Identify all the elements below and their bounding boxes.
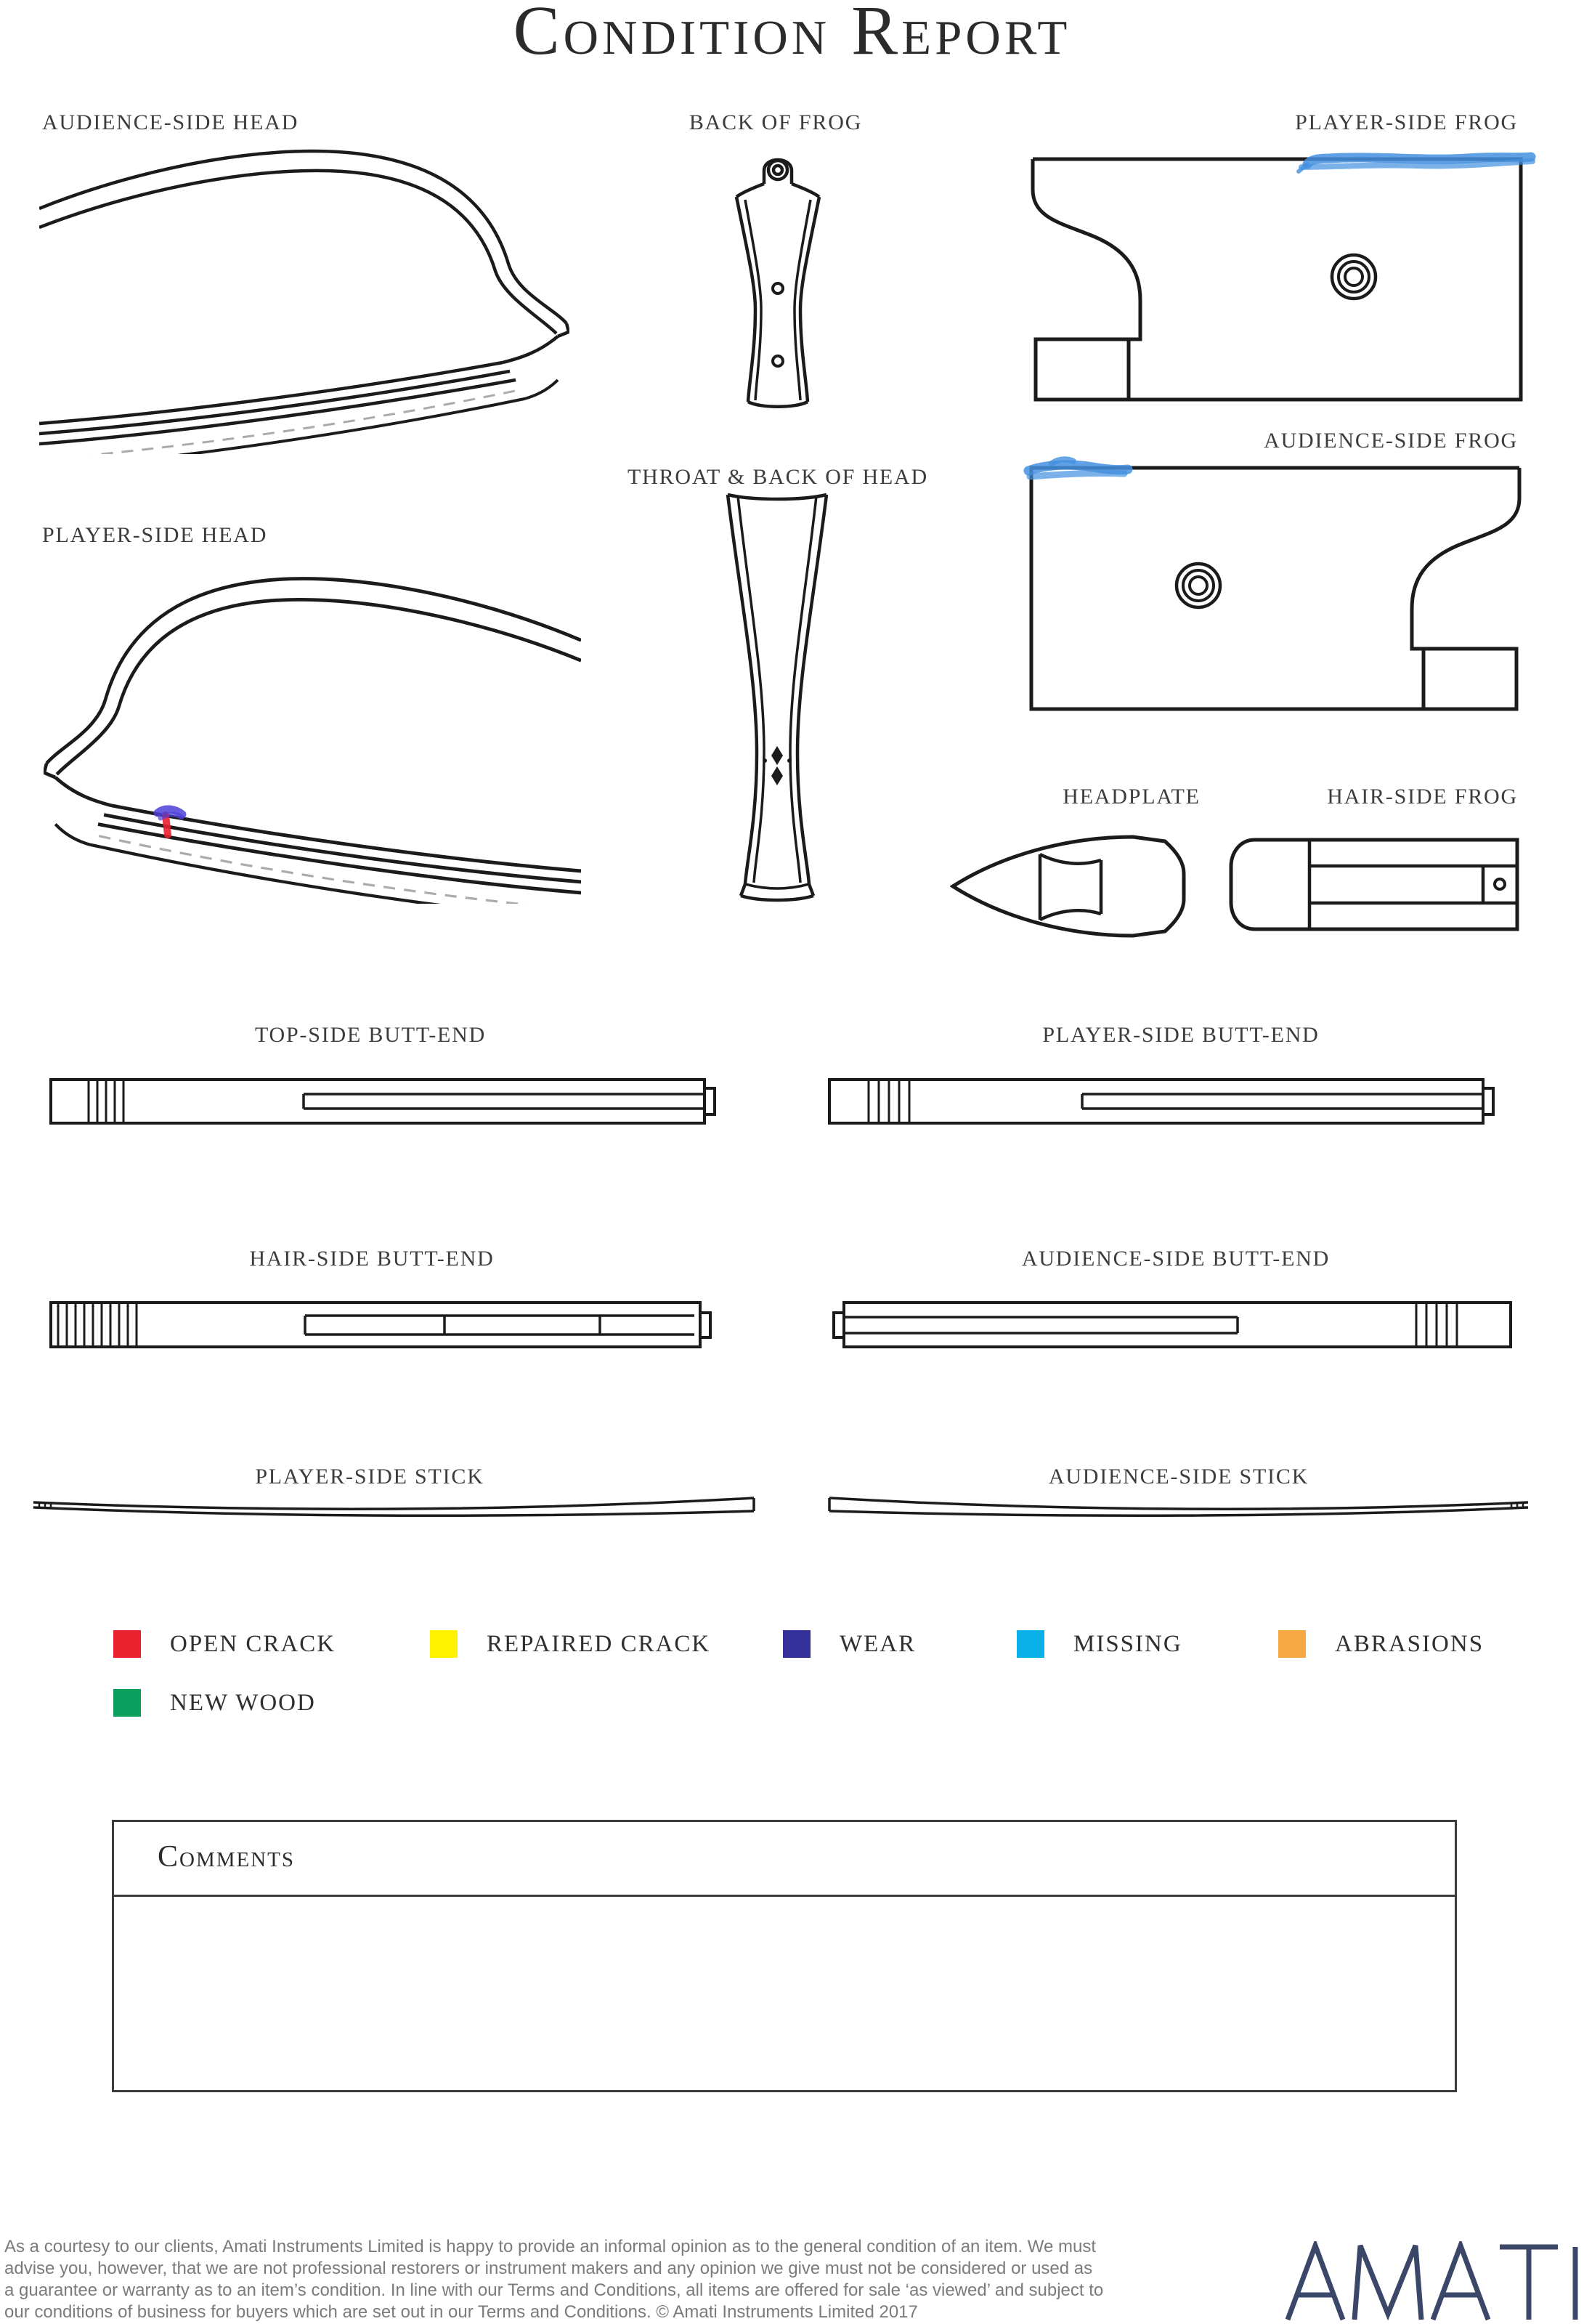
label-audience-side-butt-end: AUDIENCE-SIDE BUTT-END (1021, 1247, 1331, 1271)
abrasions-swatch (1278, 1630, 1306, 1658)
disclaimer-line-3: a guarantee or warranty as to an item’s condition. In line with our Terms and Conditions, all items are offered for sale ‘as viewed’ and subject to (4, 2280, 1104, 2300)
player-side-stick-drawing (29, 1494, 759, 1518)
comments-header: Comments (158, 1840, 296, 1874)
label-top-side-butt-end: TOP-SIDE BUTT-END (254, 1023, 487, 1047)
audience-side-head-drawing (39, 146, 569, 454)
comments-box (112, 1820, 1457, 2092)
legend-item-open-crack (113, 1630, 336, 1658)
legend-item-wear (783, 1630, 916, 1658)
label-audience-side-stick: AUDIENCE-SIDE STICK (1048, 1465, 1309, 1489)
repaired-crack-swatch (430, 1630, 458, 1658)
back-of-frog-drawing (731, 146, 825, 417)
legend-label-repaired-crack: REPAIRED CRACK (487, 1630, 711, 1657)
comments-body-area (114, 1897, 1455, 2092)
page-title: Condition Report (513, 0, 1071, 69)
legend-label-new-wood: NEW WOOD (170, 1689, 316, 1716)
legend-label-wear: WEAR (840, 1630, 917, 1657)
legend-label-open-crack: OPEN CRACK (170, 1630, 336, 1657)
legend-label-missing: MISSING (1073, 1630, 1182, 1657)
label-audience-side-frog: AUDIENCE-SIDE FROG (1264, 429, 1518, 453)
label-headplate: HEADPLATE (1063, 785, 1201, 809)
hair-side-butt-end-drawing (48, 1294, 723, 1356)
audience-side-stick-drawing (825, 1494, 1533, 1518)
headplate-drawing (950, 831, 1190, 942)
label-player-side-butt-end: PLAYER-SIDE BUTT-END (1042, 1023, 1320, 1047)
legend-item-new-wood (113, 1689, 316, 1717)
label-hair-side-butt-end: HAIR-SIDE BUTT-END (249, 1247, 495, 1271)
crack-and-wear-marks-player-side-head (149, 803, 192, 850)
player-side-head-drawing (44, 573, 581, 904)
label-player-side-frog: PLAYER-SIDE FROG (1295, 110, 1518, 134)
top-side-butt-end-drawing (48, 1071, 729, 1132)
disclaimer-text (4, 2236, 1239, 2323)
audience-side-butt-end-drawing (831, 1294, 1514, 1356)
legend-item-abrasions (1278, 1630, 1484, 1658)
hair-side-frog-drawing (1227, 837, 1522, 932)
amati-logo (1282, 2241, 1584, 2324)
missing-swatch (1017, 1630, 1044, 1658)
legend-label-abrasions: ABRASIONS (1335, 1630, 1485, 1657)
label-hair-side-frog: HAIR-SIDE FROG (1327, 785, 1518, 809)
player-side-frog-drawing (1025, 153, 1527, 405)
label-audience-side-head: AUDIENCE-SIDE HEAD (42, 110, 299, 134)
wear-swatch (783, 1630, 811, 1658)
throat-back-of-head-drawing (723, 492, 831, 904)
disclaimer-line-1: As a courtesy to our clients, Amati Instruments Limited is happy to provide an informal opinion as to the general condition of an item. We must (4, 2237, 1096, 2256)
disclaimer-line-4: our conditions of business for buyers which are set out in our Terms and Conditions. © Amati Instruments Limited 2017 (4, 2302, 918, 2322)
audience-side-frog-drawing (1025, 462, 1527, 715)
missing-mark-player-side-frog (1286, 145, 1536, 178)
missing-mark-audience-side-frog (1023, 452, 1142, 490)
label-player-side-head: PLAYER-SIDE HEAD (42, 523, 268, 547)
legend-item-repaired-crack (430, 1630, 710, 1658)
label-player-side-stick: PLAYER-SIDE STICK (255, 1465, 484, 1489)
label-back-of-frog: BACK OF FROG (689, 110, 863, 134)
new-wood-swatch (113, 1689, 141, 1717)
open-crack-swatch (113, 1630, 141, 1658)
legend-item-missing (1017, 1630, 1182, 1658)
player-side-butt-end-drawing (826, 1071, 1508, 1132)
label-throat-back-of-head: THROAT & BACK OF HEAD (627, 465, 928, 489)
disclaimer-line-2: advise you, however, that we are not professional restorers or instrument makers and any opinion we give must not be considered or used as (4, 2259, 1093, 2278)
